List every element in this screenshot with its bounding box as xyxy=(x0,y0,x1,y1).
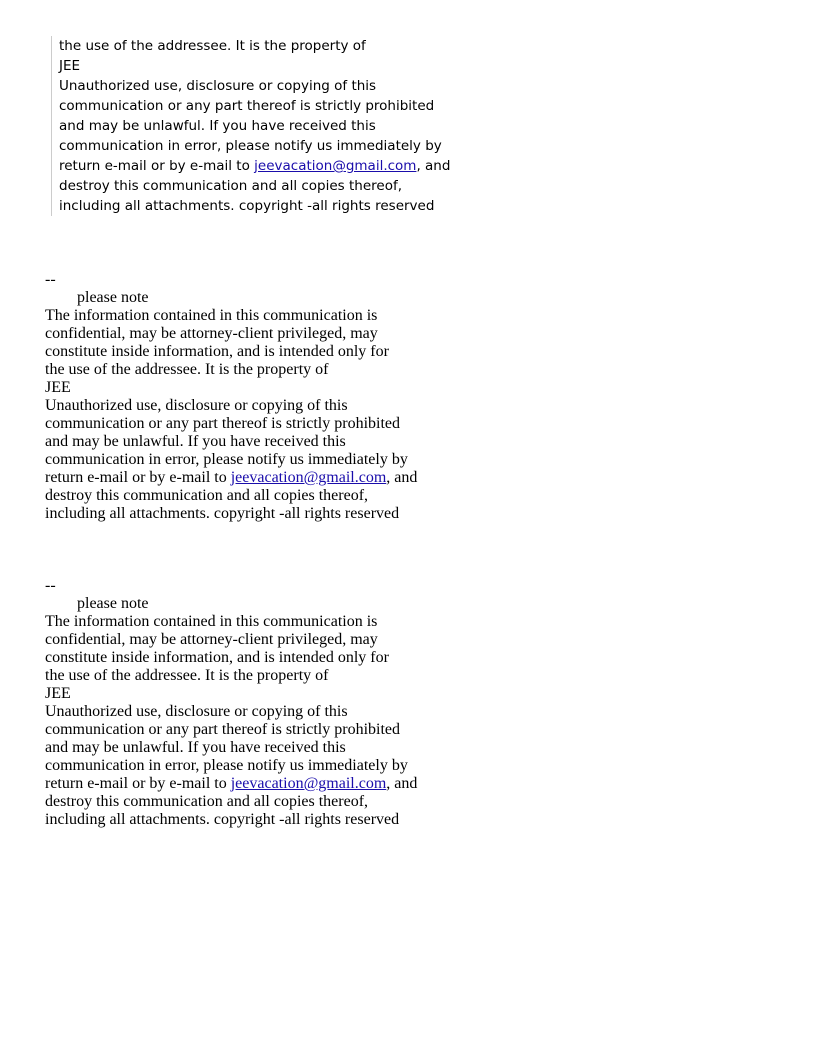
signature-heading: please note xyxy=(77,595,149,612)
email-link[interactable]: jeevacation@gmail.com xyxy=(230,775,387,792)
text-line: the use of the addressee. It is the property of xyxy=(45,667,329,684)
quoted-disclaimer xyxy=(51,36,479,216)
text-line: communication in error, please notify us immediately by xyxy=(45,757,408,774)
email-link[interactable]: jeevacation@gmail.com xyxy=(254,158,417,174)
mail-line-suffix: , and xyxy=(386,775,418,792)
signature-separator: -- xyxy=(45,577,56,594)
mail-line-prefix: return e-mail or by e-mail to xyxy=(59,158,255,174)
text-line: communication in error, please notify us immediately by xyxy=(59,138,442,154)
text-line: and may be unlawful. If you have received this xyxy=(59,118,376,134)
text-line: including all attachments. copyright -all rights reserved xyxy=(59,198,435,214)
text-line: destroy this communication and all copies thereof, xyxy=(59,178,403,194)
text-line: constitute inside information, and is intended only for xyxy=(45,343,389,360)
text-line: JEE xyxy=(45,685,71,702)
mail-line-suffix: , and xyxy=(416,158,451,174)
text-line: and may be unlawful. If you have received this xyxy=(45,433,346,450)
signature-block xyxy=(45,271,465,523)
email-link[interactable]: jeevacation@gmail.com xyxy=(230,469,387,486)
text-line: confidential, may be attorney-client privileged, may xyxy=(45,325,378,342)
text-line: Unauthorized use, disclosure or copying of this xyxy=(59,78,377,94)
signature-separator: -- xyxy=(45,271,56,288)
text-line: JEE xyxy=(45,379,71,396)
mail-line-suffix: , and xyxy=(386,469,418,486)
mail-line-prefix: return e-mail or by e-mail to xyxy=(45,469,231,486)
text-line: constitute inside information, and is intended only for xyxy=(45,649,389,666)
text-line: communication or any part thereof is strictly prohibited xyxy=(59,98,435,114)
text-line: the use of the addressee. It is the property of xyxy=(59,38,366,54)
mail-line xyxy=(45,469,465,487)
text-line: including all attachments. copyright -all rights reserved xyxy=(45,505,400,522)
text-line: Unauthorized use, disclosure or copying of this xyxy=(45,703,348,720)
text-line: The information contained in this communication is xyxy=(45,307,378,324)
text-line: and may be unlawful. If you have received this xyxy=(45,739,346,756)
signature-heading: please note xyxy=(77,289,149,306)
signature-block xyxy=(45,577,465,829)
text-line: destroy this communication and all copies thereof, xyxy=(45,487,369,504)
text-line: including all attachments. copyright -all rights reserved xyxy=(45,811,400,828)
text-line: communication or any part thereof is strictly prohibited xyxy=(45,415,401,432)
mail-line-prefix: return e-mail or by e-mail to xyxy=(45,775,231,792)
text-line: destroy this communication and all copies thereof, xyxy=(45,793,369,810)
text-line: communication in error, please notify us immediately by xyxy=(45,451,408,468)
text-line: the use of the addressee. It is the property of xyxy=(45,361,329,378)
text-line: Unauthorized use, disclosure or copying of this xyxy=(45,397,348,414)
text-line: communication or any part thereof is strictly prohibited xyxy=(45,721,401,738)
mail-line xyxy=(45,775,465,793)
mail-line xyxy=(59,156,479,176)
text-line: confidential, may be attorney-client privileged, may xyxy=(45,631,378,648)
text-line: JEE xyxy=(59,58,81,74)
text-line: The information contained in this communication is xyxy=(45,613,378,630)
